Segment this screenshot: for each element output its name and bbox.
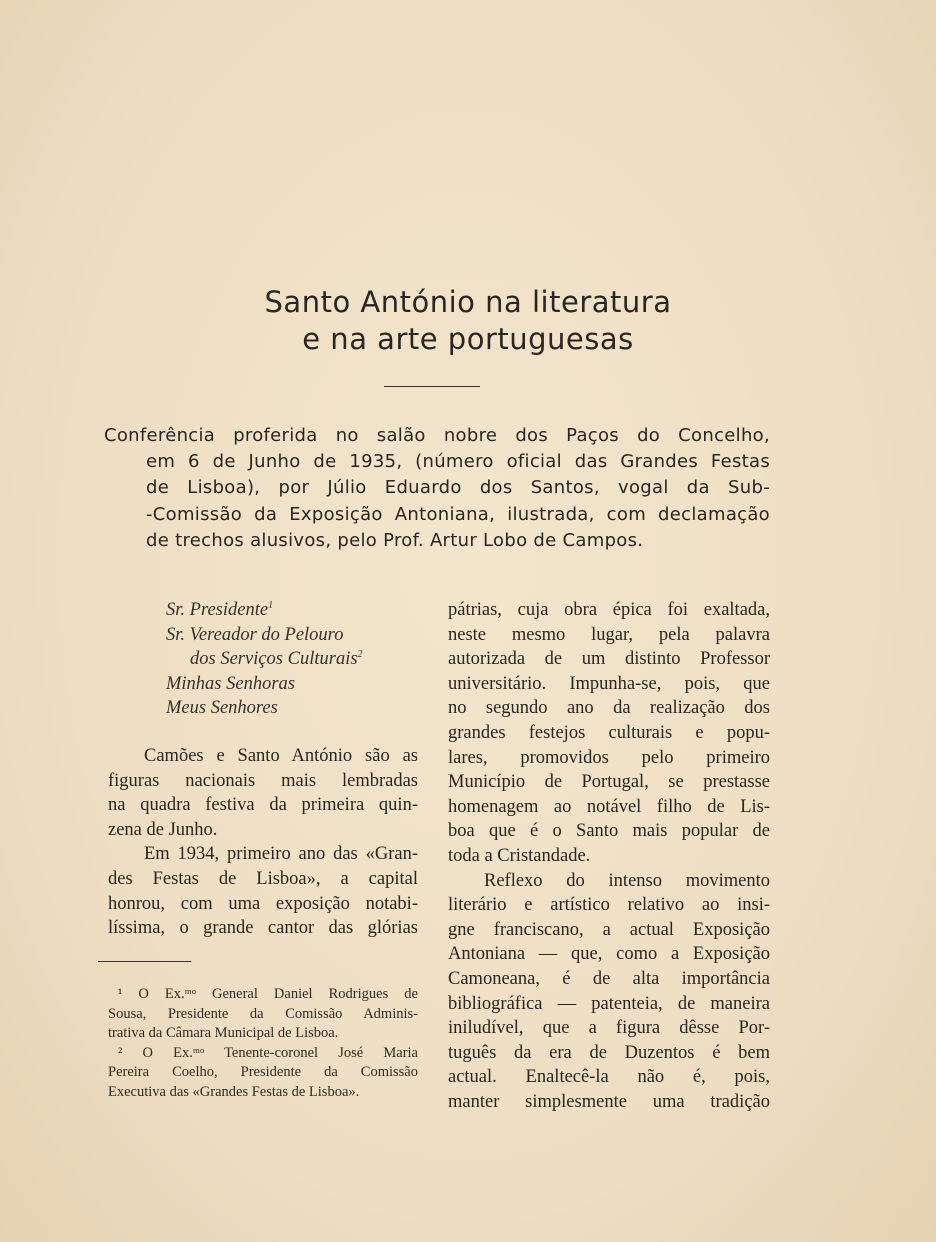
text-line: homenagem ao notável filho de Lis- (448, 796, 770, 817)
text-line: neste mesmo lugar, pela palavra (448, 624, 770, 645)
footnote-line: trativa da Câmara Municipal de Lisboa. (108, 1025, 339, 1041)
paragraph (108, 744, 418, 842)
text-line: na quadra festiva da primeira quin- (108, 795, 418, 816)
text-line: autorizada de um distinto Professor (448, 649, 770, 670)
text-line: Município de Portugal, se prestasse (448, 772, 770, 793)
salutation-line: Sr. Presidente$^1$ (166, 599, 274, 620)
text-line: honrou, com uma exposição notabi- (108, 893, 418, 914)
text-line: boa que é o Santo mais popular de (448, 821, 770, 842)
footnote-line: Executiva das «Grandes Festas de Lisboa». (108, 1083, 360, 1100)
salutation-line: Meus Senhores (166, 698, 278, 719)
footnote-mark: 2 (357, 649, 363, 661)
text-line: grandes festejos culturais e popu- (448, 722, 770, 743)
paragraph (448, 598, 770, 869)
text-line: Antoniana — que, como a Exposição (448, 944, 770, 965)
conference-intro (104, 423, 770, 554)
text-line: des Festas de Lisboa», a capital (108, 868, 418, 889)
right-column (448, 598, 770, 1114)
paragraph (448, 869, 770, 1115)
intro-line: Conferência proferida no salão nobre dos Paços do Concelho, (104, 425, 770, 446)
paragraph (108, 842, 418, 940)
text-line: manter simplesmente uma tradição (448, 1091, 770, 1112)
footnote-1 (108, 985, 418, 1044)
salutation-line: Sr. Vereador do Pelouro (166, 624, 344, 645)
salutation-line: dos Serviços Culturais$^2$ (190, 649, 363, 670)
footnote-line: ² O Ex.ᵐᵒ Tenente-coronel José Maria (118, 1044, 418, 1061)
footnote-2 (108, 1044, 418, 1103)
left-column (108, 598, 418, 941)
text-line: actual. Enaltecê-la não é, pois, (448, 1067, 770, 1088)
footnote-mark: 1 (268, 599, 274, 611)
text-line: líssima, o grande cantor das glórias (108, 918, 418, 939)
text-line: no segundo ano da realização dos (448, 698, 770, 719)
intro-line: em 6 de Junho de 1935, (número oficial das Grandes Festas (146, 451, 770, 473)
article-title (150, 284, 786, 358)
text-line: bibliográfica — patenteia, de maneira (448, 993, 770, 1014)
title-line-1: Santo António na literatura (264, 285, 672, 319)
salutation-line: Minhas Senhoras (166, 673, 295, 694)
text-line: pátrias, cuja obra épica foi exaltada, (448, 600, 770, 620)
text-line: universitário. Impunha-se, pois, que (448, 673, 770, 694)
text-line: zena de Junho. (108, 819, 218, 840)
footnote-line: ¹ O Ex.ᵐᵒ General Daniel Rodrigues de (118, 986, 418, 1002)
intro-line: -Comissão da Exposição Antoniana, ilustrada, com declamação (146, 503, 770, 525)
text-line: lares, promovidos pelo primeiro (448, 747, 770, 768)
text-line: Em 1934, primeiro ano das «Gran- (144, 844, 418, 865)
footnote-line: Sousa, Presidente da Comissão Adminis- (108, 1005, 418, 1022)
footnote-divider (98, 961, 191, 962)
text-line: iniludível, que a figura dêsse Por- (448, 1018, 770, 1039)
text-line: Reflexo do intenso movimento (484, 870, 770, 891)
text-line: Camões e Santo António são as (144, 745, 418, 766)
title-divider (384, 386, 480, 387)
text-line: Camoneana, é de alta importância (448, 968, 770, 989)
title-line-2: e na arte portuguesas (302, 322, 634, 356)
footnotes (108, 985, 418, 1102)
text-line: tuguês da era de Duzentos é bem (448, 1042, 770, 1063)
text-line: gne franciscano, a actual Exposição (448, 919, 770, 940)
intro-line: de trechos alusivos, pelo Prof. Artur Lobo de Campos. (146, 529, 644, 551)
footnote-line: Pereira Coelho, Presidente da Comissão (108, 1064, 418, 1080)
intro-line: de Lisboa), por Júlio Eduardo dos Santos, vogal da Sub- (146, 477, 770, 499)
salutation (108, 598, 418, 721)
text-line: literário e artístico relativo ao insi- (448, 895, 770, 916)
text-line: figuras nacionais mais lembradas (108, 770, 418, 791)
text-line: toda a Cristandade. (448, 845, 591, 866)
